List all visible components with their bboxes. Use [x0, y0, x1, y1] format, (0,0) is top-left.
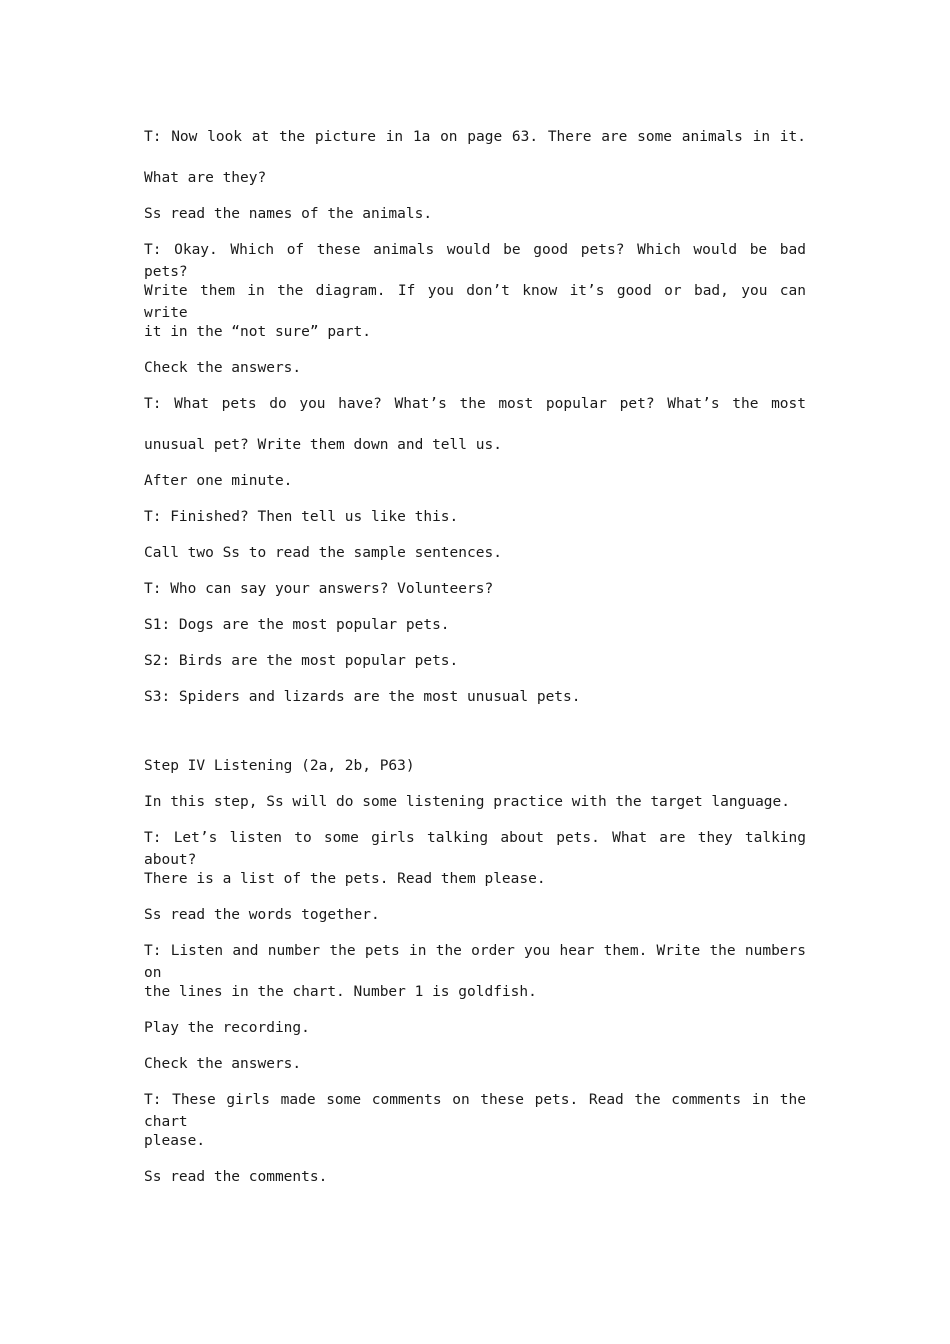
section-heading: Step IV Listening (2a, 2b, P63)	[144, 758, 415, 774]
text-line: unusual pet? Write them down and tell us.	[144, 437, 502, 453]
text-line: Ss read the names of the animals.	[144, 206, 433, 222]
text-line: the lines in the chart. Number 1 is goldfish.	[144, 984, 537, 1000]
text-line: There is a list of the pets. Read them please.	[144, 871, 546, 887]
text-line: S2: Birds are the most popular pets.	[144, 653, 459, 669]
text-line: T: What pets do you have? What’s the most popular pet? What’s the most	[144, 396, 806, 412]
text-line: After one minute.	[144, 473, 293, 489]
text-line: Check the answers.	[144, 1056, 302, 1072]
text-line: T: Let’s listen to some girls talking about pets. What are they talking about?	[144, 830, 806, 868]
text-line: Check the answers.	[144, 360, 302, 376]
text-line: Ss read the words together.	[144, 907, 380, 923]
text-line: T: Listen and number the pets in the order you hear them. Write the numbers on	[144, 943, 806, 981]
text-line: Call two Ss to read the sample sentences.	[144, 545, 502, 561]
text-line: it in the “not sure” part.	[144, 324, 371, 340]
text-line: Play the recording.	[144, 1020, 310, 1036]
text-line: please.	[144, 1133, 206, 1149]
text-line: S1: Dogs are the most popular pets.	[144, 617, 450, 633]
text-line: Write them in the diagram. If you don’t know it’s good or bad, you can write	[144, 283, 806, 321]
text-line: In this step, Ss will do some listening practice with the target language.	[144, 794, 791, 810]
text-line: Ss read the comments.	[144, 1169, 328, 1185]
document-body	[144, 126, 806, 1202]
text-line: S3: Spiders and lizards are the most unusual pets.	[144, 689, 581, 705]
text-line: What are they?	[144, 170, 267, 186]
paragraph-gap	[144, 722, 806, 755]
text-line: T: Now look at the picture in 1a on page 63. There are some animals in it.	[144, 129, 806, 145]
text-line: T: Who can say your answers? Volunteers?	[144, 581, 494, 597]
text-line: T: Okay. Which of these animals would be good pets? Which would be bad pets?	[144, 242, 806, 280]
text-line: T: Finished? Then tell us like this.	[144, 509, 459, 525]
text-line: T: These girls made some comments on these pets. Read the comments in the chart	[144, 1092, 806, 1130]
